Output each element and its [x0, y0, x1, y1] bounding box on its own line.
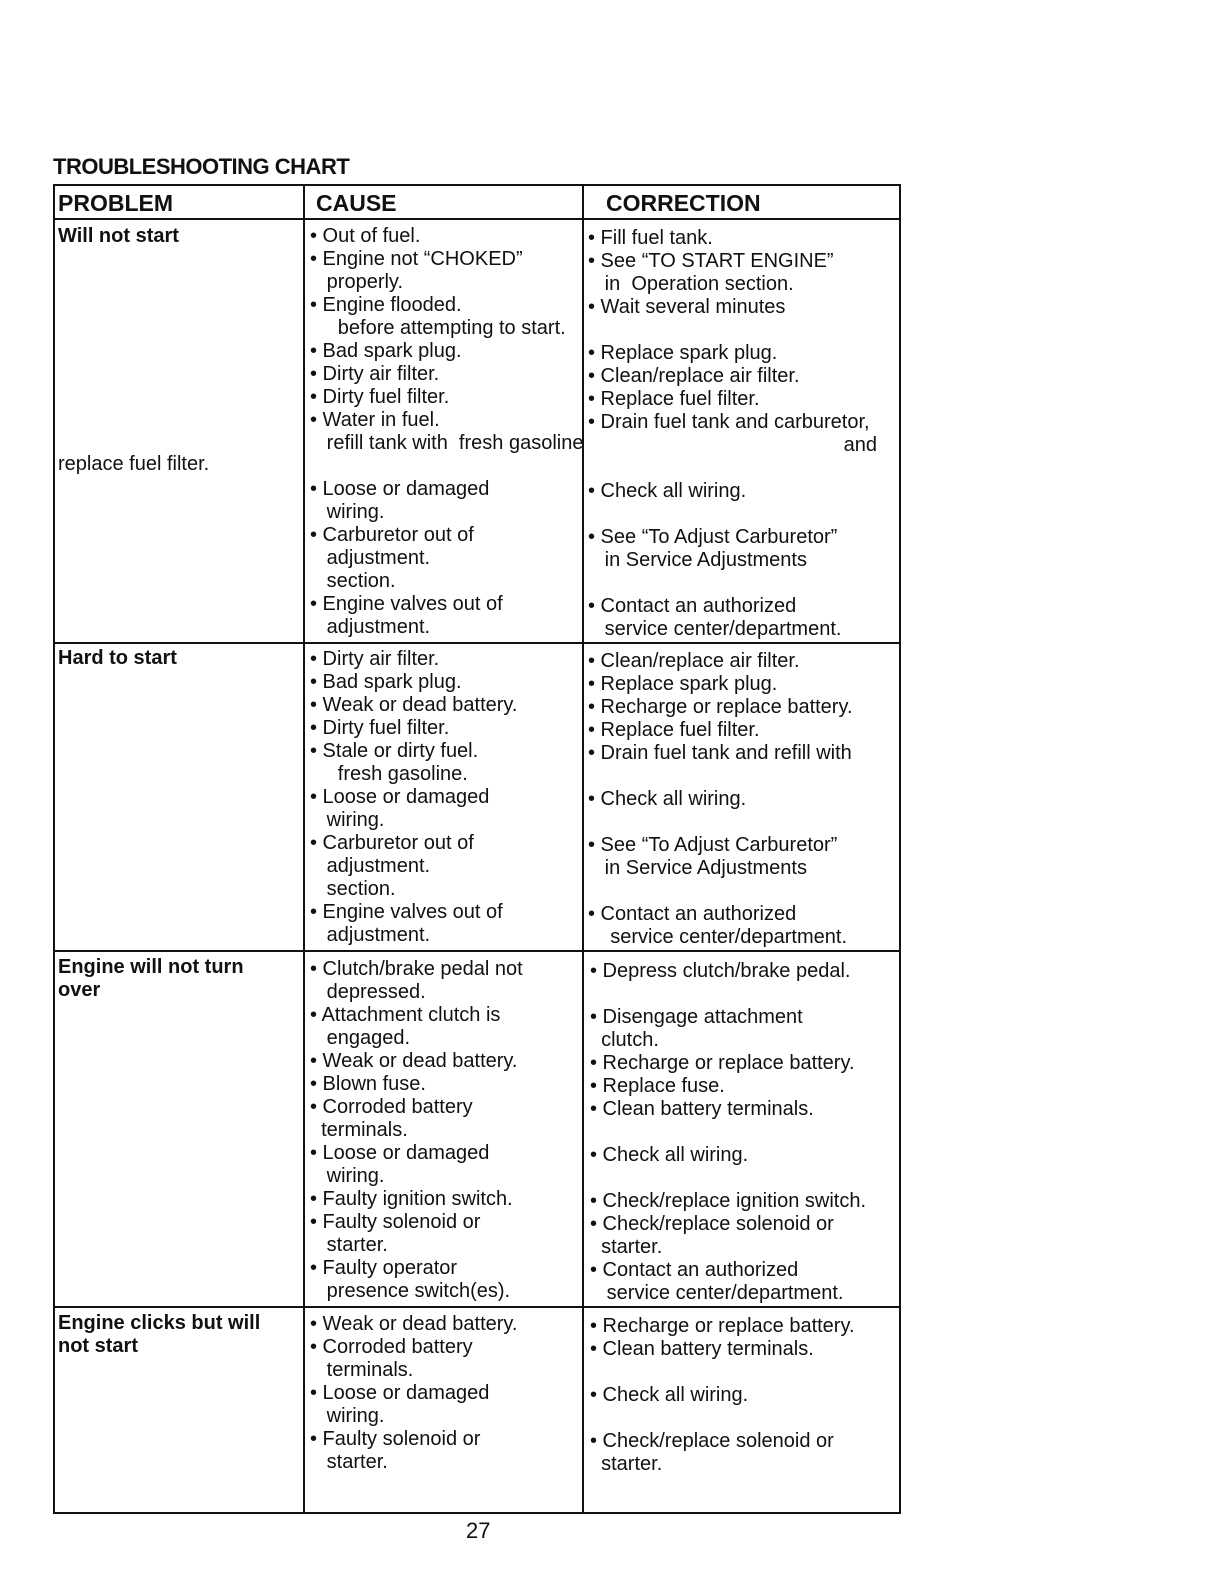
correction-line: service center/department.: [588, 926, 848, 948]
correction-line: • Check all wiring.: [590, 1384, 749, 1406]
problem-engine-will-not-turn-over: Engine will not turn over: [58, 956, 244, 1001]
cause-line: • Bad spark plug.: [310, 340, 462, 362]
correction-line: • See “To Adjust Carburetor”: [588, 526, 838, 548]
correction-line: • Contact an authorized: [588, 903, 797, 925]
correction-line: in Service Adjustments: [588, 857, 807, 879]
cause-line: • Out of fuel.: [310, 225, 421, 247]
cause-line: terminals.: [310, 1119, 408, 1141]
column-header-problem: PROBLEM: [58, 190, 173, 216]
correction-line: • Fill fuel tank.: [588, 227, 713, 249]
cause-line: • Dirty air filter.: [310, 648, 440, 670]
correction-line: • Check/replace solenoid or: [590, 1213, 834, 1235]
correction-line: • Replace spark plug.: [588, 673, 778, 695]
correction-line: • See “To Adjust Carburetor”: [588, 834, 838, 856]
cause-line: fresh gasoline.: [310, 763, 468, 785]
correction-line: • Replace fuse.: [590, 1075, 725, 1097]
cause-line: engaged.: [310, 1027, 411, 1049]
cause-line: • Weak or dead battery.: [310, 1313, 518, 1335]
cause-line: starter.: [310, 1451, 388, 1473]
row-divider: [53, 950, 901, 952]
page-title: TROUBLESHOOTING CHART: [53, 154, 350, 179]
cause-line: wiring.: [310, 1165, 385, 1187]
cause-line: wiring.: [310, 809, 385, 831]
cause-line: depressed.: [310, 981, 426, 1003]
correction-line: • Recharge or replace battery.: [590, 1052, 855, 1074]
correction-line: • Drain fuel tank and refill with: [588, 742, 852, 764]
cause-line: • Water in fuel.: [310, 409, 440, 431]
correction-line: • Check all wiring.: [588, 480, 747, 502]
cause-line: • Carburetor out of: [310, 524, 474, 546]
correction-line: • Drain fuel tank and carburetor,: [588, 411, 870, 433]
column-divider-correction: [582, 184, 584, 1514]
correction-line: • Clean battery terminals.: [590, 1338, 814, 1360]
cause-line: adjustment.: [310, 547, 431, 569]
cause-line: • Dirty air filter.: [310, 363, 440, 385]
correction-line: • Recharge or replace battery.: [588, 696, 853, 718]
correction-line: • Disengage attachment: [590, 1006, 803, 1028]
cause-line: • Faulty ignition switch.: [310, 1188, 513, 1210]
header-divider: [53, 218, 901, 220]
row-divider: [53, 1306, 901, 1308]
cause-line: adjustment.: [310, 855, 431, 877]
cause-line: • Carburetor out of: [310, 832, 474, 854]
cause-line: refill tank with fresh gasoline: [310, 432, 584, 454]
cause-line: section.: [310, 570, 396, 592]
correction-line: in Service Adjustments: [588, 549, 807, 571]
cause-line: properly.: [310, 271, 403, 293]
cause-line: • Engine valves out of: [310, 901, 503, 923]
correction-line: service center/department.: [590, 1282, 844, 1304]
cause-line: • Loose or damaged: [310, 786, 490, 808]
cause-line: • Stale or dirty fuel.: [310, 740, 479, 762]
cause-line: • Faulty operator: [310, 1257, 458, 1279]
column-header-correction: CORRECTION: [606, 190, 761, 216]
cause-line: • Corroded battery: [310, 1336, 473, 1358]
cause-line: • Loose or damaged: [310, 1142, 490, 1164]
cause-line: • Engine valves out of: [310, 593, 503, 615]
cause-line: • Bad spark plug.: [310, 671, 462, 693]
correction-line: • Replace fuel filter.: [588, 719, 760, 741]
correction-line: • Depress clutch/brake pedal.: [590, 960, 851, 982]
cause-line: section.: [310, 878, 396, 900]
correction-line: • Clean/replace air filter.: [588, 650, 800, 672]
correction-line: • Check/replace ignition switch.: [590, 1190, 867, 1212]
cause-line: • Dirty fuel filter.: [310, 717, 450, 739]
correction-line: • Clean/replace air filter.: [588, 365, 800, 387]
cause-line: • Clutch/brake pedal not: [310, 958, 523, 980]
problem-note: replace fuel filter.: [58, 453, 210, 475]
problem-will-not-start: Will not start: [58, 225, 179, 247]
cause-line: • Blown fuse.: [310, 1073, 426, 1095]
correction-line: • Check all wiring.: [588, 788, 747, 810]
correction-line: • Check all wiring.: [590, 1144, 749, 1166]
problem-engine-clicks: Engine clicks but will not start: [58, 1312, 261, 1357]
correction-line: • Replace fuel filter.: [588, 388, 760, 410]
correction-line: • Wait several minutes: [588, 296, 786, 318]
correction-line: • Recharge or replace battery.: [590, 1315, 855, 1337]
cause-line: adjustment.: [310, 616, 431, 638]
cause-line: wiring.: [310, 501, 385, 523]
correction-line: clutch.: [590, 1029, 659, 1051]
column-header-cause: CAUSE: [316, 190, 397, 216]
correction-line: in Operation section.: [588, 273, 794, 295]
cause-line: • Dirty fuel filter.: [310, 386, 450, 408]
correction-line: • Replace spark plug.: [588, 342, 778, 364]
cause-line: • Engine flooded.: [310, 294, 462, 316]
cause-line: starter.: [310, 1234, 388, 1256]
correction-line: • Contact an authorized: [588, 595, 797, 617]
row-divider: [53, 642, 901, 644]
problem-hard-to-start: Hard to start: [58, 647, 177, 669]
correction-line: starter.: [590, 1453, 663, 1475]
cause-line: presence switch(es).: [310, 1280, 511, 1302]
cause-line: before attempting to start.: [310, 317, 566, 339]
correction-line: • Contact an authorized: [590, 1259, 799, 1281]
cause-line: • Faulty solenoid or: [310, 1211, 481, 1233]
cause-line: adjustment.: [310, 924, 431, 946]
cause-line: • Faulty solenoid or: [310, 1428, 481, 1450]
correction-line: • See “TO START ENGINE”: [588, 250, 834, 272]
correction-line: and: [588, 434, 877, 456]
cause-line: • Attachment clutch is: [310, 1004, 501, 1026]
cause-line: • Loose or damaged: [310, 478, 490, 500]
cause-line: terminals.: [310, 1359, 414, 1381]
cause-line: • Loose or damaged: [310, 1382, 490, 1404]
cause-line: • Corroded battery: [310, 1096, 473, 1118]
correction-line: • Clean battery terminals.: [590, 1098, 814, 1120]
cause-line: • Engine not “CHOKED”: [310, 248, 523, 270]
cause-line: • Weak or dead battery.: [310, 694, 518, 716]
page-number: 27: [466, 1518, 491, 1543]
cause-line: wiring.: [310, 1405, 385, 1427]
correction-line: • Check/replace solenoid or: [590, 1430, 834, 1452]
cause-line: • Weak or dead battery.: [310, 1050, 518, 1072]
column-divider-cause: [303, 184, 305, 1514]
correction-line: service center/department.: [588, 618, 842, 640]
correction-line: starter.: [590, 1236, 663, 1258]
